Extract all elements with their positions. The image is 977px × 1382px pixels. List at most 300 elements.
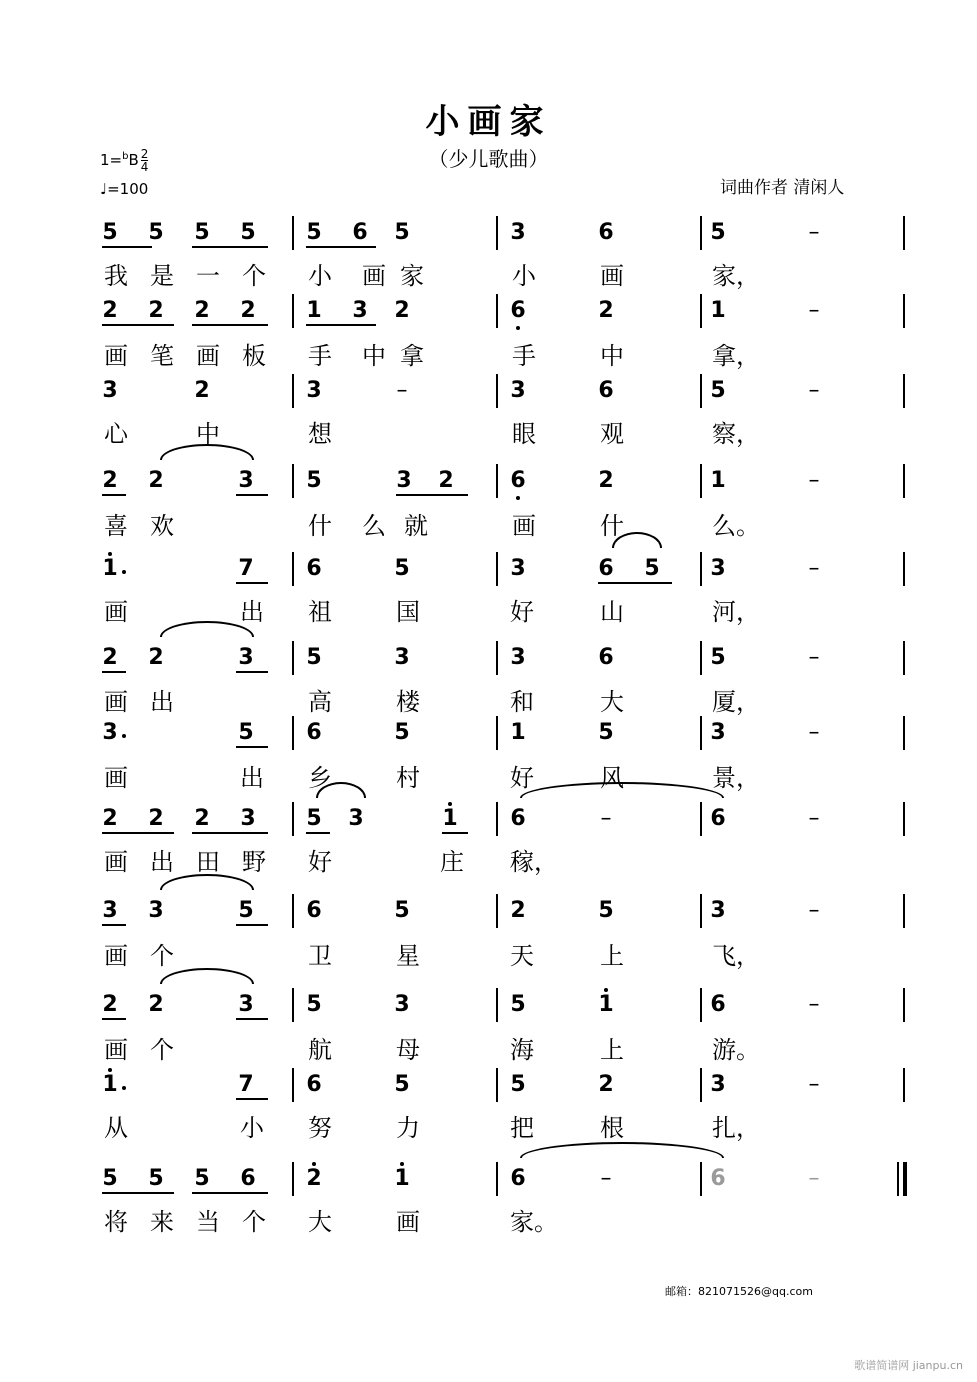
- lyric: 画: [104, 342, 128, 370]
- lyric: 祖: [308, 598, 332, 626]
- beam-underline: [396, 494, 468, 496]
- low-octave-dot: [516, 496, 520, 500]
- lyric: 个: [242, 262, 266, 290]
- note: 6: [506, 298, 530, 324]
- bar-line: [292, 216, 294, 250]
- tie-slur: [520, 1142, 724, 1158]
- dash-note: –: [600, 1166, 612, 1191]
- bar-line: [496, 294, 498, 328]
- beam-underline: [102, 924, 126, 926]
- lyric: 风: [600, 764, 624, 792]
- note: 3: [238, 468, 254, 493]
- lyric: 天: [510, 942, 534, 970]
- lyric: 家，: [712, 262, 760, 290]
- note: 2: [194, 378, 210, 403]
- note: 5: [598, 898, 614, 923]
- note: 3: [394, 992, 410, 1017]
- note: 3: [396, 468, 412, 493]
- bar-line: [700, 988, 702, 1022]
- high-octave-dot: [448, 802, 452, 806]
- dash-note: –: [808, 1072, 820, 1097]
- dash-note: –: [808, 645, 820, 670]
- lyric: 拿，: [712, 342, 760, 370]
- lyric: 个: [242, 1208, 266, 1236]
- lyric: 心: [104, 420, 128, 448]
- lyric: 将: [104, 1208, 128, 1236]
- bar-line: [700, 1068, 702, 1102]
- lyric: 家: [400, 262, 424, 290]
- song-title: 小画家: [425, 102, 552, 142]
- lyric: 察，: [712, 420, 760, 448]
- lyric: 笔: [150, 342, 174, 370]
- dash-note: –: [808, 468, 820, 493]
- note: 5: [238, 720, 254, 745]
- beam-underline: [102, 832, 174, 834]
- bar-line: [903, 802, 905, 836]
- beam-underline: [192, 832, 268, 834]
- lyric: 观: [600, 420, 624, 448]
- key-prefix: 1=: [100, 151, 123, 169]
- watermark: 歌谱简谱网 jianpu.cn: [854, 1359, 963, 1372]
- bar-line: [292, 802, 294, 836]
- lyric: 个: [150, 942, 174, 970]
- beam-underline: [236, 1098, 268, 1100]
- high-octave-dot: [108, 1068, 112, 1072]
- bar-line: [496, 894, 498, 928]
- low-octave-dot: [516, 326, 520, 330]
- bar-line: [292, 716, 294, 750]
- note: 3: [102, 898, 118, 923]
- note: 2: [148, 992, 164, 1017]
- lyric: 好: [510, 598, 534, 626]
- lyric: 来: [150, 1208, 174, 1236]
- lyric: 母: [396, 1036, 420, 1064]
- note: 3: [510, 556, 526, 581]
- bar-line: [700, 894, 702, 928]
- dash-note: –: [808, 898, 820, 923]
- lyric: 从: [104, 1114, 128, 1142]
- beam-underline: [236, 671, 268, 673]
- bar-line: [292, 464, 294, 498]
- lyric: 乡: [308, 764, 332, 792]
- note: 3: [238, 992, 254, 1017]
- bar-line: [292, 641, 294, 675]
- note: 5: [710, 645, 726, 670]
- beam-underline: [236, 746, 268, 748]
- lyric: 高: [308, 688, 332, 716]
- lyric: 庄: [440, 848, 464, 876]
- dash-note: –: [808, 298, 820, 323]
- augmentation-dot: [122, 734, 126, 738]
- dash-note: –: [808, 992, 820, 1017]
- lyric: 一: [196, 262, 220, 290]
- bar-line: [700, 294, 702, 328]
- note: 5: [394, 898, 410, 923]
- note: 3: [710, 720, 726, 745]
- note: 5: [710, 378, 726, 403]
- lyric: 楼: [396, 688, 420, 716]
- beam-underline: [236, 924, 268, 926]
- lyric: 厦，: [712, 688, 760, 716]
- lyric: 画: [104, 764, 128, 792]
- note: 5: [238, 898, 254, 923]
- note: 5: [306, 645, 322, 670]
- lyric: 上: [600, 1036, 624, 1064]
- lyric: 田: [196, 848, 220, 876]
- lyric: 河，: [712, 598, 760, 626]
- lyric: 大: [600, 688, 624, 716]
- bar-line: [700, 802, 702, 836]
- beam-underline: [236, 582, 268, 584]
- lyric: 力: [396, 1114, 420, 1142]
- lyric: 画: [600, 262, 624, 290]
- beam-underline: [102, 494, 126, 496]
- note: 5: [598, 720, 614, 745]
- bar-line: [700, 552, 702, 586]
- note: 6: [306, 556, 322, 581]
- lyric: 游。: [712, 1036, 760, 1064]
- lyric: 画: [362, 262, 386, 290]
- note: 3: [710, 556, 726, 581]
- note: 2: [102, 992, 118, 1017]
- lyric: 和: [510, 688, 534, 716]
- bar-line: [903, 641, 905, 675]
- high-octave-dot: [108, 552, 112, 556]
- lyric: 野: [242, 848, 266, 876]
- note: 2: [194, 298, 210, 323]
- note: 1: [710, 298, 726, 323]
- lyric: 出: [150, 688, 174, 716]
- note: 6: [598, 220, 614, 245]
- note: 2: [438, 468, 454, 493]
- note: 7: [238, 1072, 254, 1097]
- lyric: 就: [404, 512, 428, 540]
- bar-line: [496, 802, 498, 836]
- lyric: 画: [104, 848, 128, 876]
- bar-line: [292, 1162, 294, 1196]
- note: 2: [148, 298, 164, 323]
- bar-line: [700, 641, 702, 675]
- dash-note: –: [808, 378, 820, 403]
- note: 5: [394, 1072, 410, 1097]
- note: 6: [306, 1072, 322, 1097]
- lyric: 好: [510, 764, 534, 792]
- augmentation-dot: [122, 1086, 126, 1090]
- dash-note: –: [808, 806, 820, 831]
- note: 6: [710, 992, 726, 1017]
- beam-underline: [102, 671, 126, 673]
- note: 6: [598, 556, 614, 581]
- note: 5: [148, 1166, 164, 1191]
- dash-note: –: [808, 556, 820, 581]
- lyric: 欢: [150, 512, 174, 540]
- note: 5: [306, 992, 322, 1017]
- tempo-value: =100: [107, 180, 149, 198]
- note: 3: [148, 898, 164, 923]
- note: 6: [598, 645, 614, 670]
- note: 3: [394, 645, 410, 670]
- beam-underline: [102, 1018, 126, 1020]
- dash-note: –: [808, 720, 820, 745]
- bar-line: [292, 988, 294, 1022]
- augmentation-dot: [122, 570, 126, 574]
- note: 2: [394, 298, 410, 323]
- note: 5: [306, 220, 322, 245]
- tie-slur: [160, 874, 254, 890]
- beam-underline: [236, 1018, 268, 1020]
- bar-line: [700, 716, 702, 750]
- lyric: 星: [396, 942, 420, 970]
- note: 5: [510, 1072, 526, 1097]
- lyric: 拿: [400, 342, 424, 370]
- lyric: 航: [308, 1036, 332, 1064]
- time-bottom: 4: [140, 160, 149, 174]
- note: 1: [594, 992, 618, 1018]
- quarter-note-icon: ♩: [100, 180, 108, 198]
- note: 7: [238, 556, 254, 581]
- lyric: 出: [240, 598, 264, 626]
- bar-line: [292, 894, 294, 928]
- lyric: 画: [104, 1036, 128, 1064]
- note: 5: [394, 720, 410, 745]
- bar-line: [496, 216, 498, 250]
- bar-line: [903, 988, 905, 1022]
- high-octave-dot: [604, 988, 608, 992]
- note: 6: [240, 1166, 256, 1191]
- lyric: 中: [600, 342, 624, 370]
- note: 6: [510, 1166, 526, 1191]
- lyric: 出: [150, 848, 174, 876]
- note: 6: [506, 468, 530, 494]
- flat-sign: b: [122, 151, 129, 162]
- note: 3: [240, 806, 256, 831]
- note: 2: [102, 298, 118, 323]
- bar-line: [903, 374, 905, 408]
- lyric: 努: [308, 1114, 332, 1142]
- lyric: 根: [600, 1114, 624, 1142]
- bar-line: [496, 552, 498, 586]
- tie-slur: [160, 968, 254, 984]
- lyric: 么: [362, 512, 386, 540]
- lyric: 画: [104, 598, 128, 626]
- note: 5: [394, 556, 410, 581]
- beam-underline: [192, 246, 268, 248]
- lyric: 把: [510, 1114, 534, 1142]
- note: 2: [598, 298, 614, 323]
- bar-line: [496, 641, 498, 675]
- bar-line: [903, 1068, 905, 1102]
- bar-line: [496, 374, 498, 408]
- note: 2: [510, 898, 526, 923]
- lyric: 画: [512, 512, 536, 540]
- note: 6: [306, 898, 322, 923]
- note: 1: [98, 1072, 122, 1098]
- note: 6: [306, 720, 322, 745]
- lyric: 中: [196, 420, 220, 448]
- note: 6: [710, 1166, 726, 1191]
- note: 2: [102, 645, 118, 670]
- note: 2: [598, 1072, 614, 1097]
- lyric: 想: [308, 420, 332, 448]
- lyric: 画: [396, 1208, 420, 1236]
- note: 1: [510, 720, 526, 745]
- lyric: 中: [362, 342, 386, 370]
- tie-slur: [520, 782, 724, 798]
- beam-underline: [598, 582, 672, 584]
- beam-underline: [102, 324, 174, 326]
- author-credit: 词曲作者 清闲人: [720, 178, 845, 198]
- dash-note: –: [396, 378, 408, 403]
- bar-line: [496, 1162, 498, 1196]
- note: 1: [710, 468, 726, 493]
- dash-note: –: [600, 806, 612, 831]
- note: 2: [148, 468, 164, 493]
- final-bar-line: [897, 1162, 899, 1196]
- lyric: 小: [308, 262, 332, 290]
- bar-line: [903, 716, 905, 750]
- note: 3: [306, 378, 322, 403]
- note: 3: [710, 1072, 726, 1097]
- lyric: 什: [600, 512, 624, 540]
- beam-underline: [192, 1192, 268, 1194]
- lyric: 手: [308, 342, 332, 370]
- note: 6: [352, 220, 368, 245]
- beam-underline: [306, 832, 330, 834]
- song-subtitle: （少儿歌曲）: [428, 147, 549, 171]
- lyric: 扎，: [712, 1114, 760, 1142]
- lyric: 好: [308, 848, 332, 876]
- email-footer: 邮箱：821071526@qq.com: [665, 1285, 813, 1298]
- bar-line: [496, 464, 498, 498]
- bar-line: [496, 988, 498, 1022]
- lyric: 个: [150, 1036, 174, 1064]
- beam-underline: [306, 246, 376, 248]
- note: 3: [102, 378, 118, 403]
- note: 5: [148, 220, 164, 245]
- bar-line: [292, 1068, 294, 1102]
- lyric: 手: [512, 342, 536, 370]
- lyric: 景，: [712, 764, 760, 792]
- note: 2: [598, 468, 614, 493]
- dash-note: –: [808, 220, 820, 245]
- note: 3: [510, 378, 526, 403]
- bar-line: [700, 216, 702, 250]
- lyric: 当: [196, 1208, 220, 1236]
- high-octave-dot: [312, 1162, 316, 1166]
- bar-line: [903, 216, 905, 250]
- note: 3: [348, 806, 364, 831]
- note: 3: [352, 298, 368, 323]
- dash-note: –: [808, 1166, 820, 1191]
- beam-underline: [236, 494, 268, 496]
- note: 3: [710, 898, 726, 923]
- bar-line: [292, 552, 294, 586]
- lyric: 么。: [712, 512, 760, 540]
- beam-underline: [442, 832, 468, 834]
- lyric: 小: [512, 262, 536, 290]
- lyric: 眼: [512, 420, 536, 448]
- note: 6: [510, 806, 526, 831]
- lyric: 飞，: [712, 942, 760, 970]
- lyric: 画: [104, 688, 128, 716]
- note: 1: [438, 806, 462, 832]
- note: 5: [306, 806, 322, 831]
- note: 2: [148, 806, 164, 831]
- lyric: 画: [104, 942, 128, 970]
- lyric: 国: [396, 598, 420, 626]
- lyric: 卫: [308, 942, 332, 970]
- high-octave-dot: [400, 1162, 404, 1166]
- beam-underline: [306, 324, 376, 326]
- note: 2: [194, 806, 210, 831]
- note: 5: [306, 468, 322, 493]
- bar-line: [903, 464, 905, 498]
- note: 3: [510, 220, 526, 245]
- beam-underline: [102, 246, 152, 248]
- note: 5: [102, 220, 118, 245]
- lyric: 稼，: [510, 848, 558, 876]
- note: 5: [644, 556, 660, 581]
- lyric: 喜: [104, 512, 128, 540]
- lyric: 大: [308, 1208, 332, 1236]
- note: 5: [194, 1166, 210, 1191]
- lyric: 山: [600, 598, 624, 626]
- bar-line: [700, 374, 702, 408]
- lyric: 村: [396, 764, 420, 792]
- lyric: 小: [240, 1114, 264, 1142]
- note: 6: [598, 378, 614, 403]
- note: 5: [710, 220, 726, 245]
- lyric: 出: [240, 764, 264, 792]
- lyric: 家。: [510, 1208, 558, 1236]
- bar-line: [903, 294, 905, 328]
- bar-line: [292, 374, 294, 408]
- note: 5: [510, 992, 526, 1017]
- note: 1: [390, 1166, 414, 1192]
- bar-line: [700, 464, 702, 498]
- note: 1: [306, 298, 322, 323]
- lyric: 什: [308, 512, 332, 540]
- note: 5: [394, 220, 410, 245]
- note: 5: [194, 220, 210, 245]
- bar-line: [903, 1162, 907, 1196]
- note: 5: [240, 220, 256, 245]
- note: 5: [102, 1166, 118, 1191]
- bar-line: [496, 716, 498, 750]
- lyric: 我: [104, 262, 128, 290]
- bar-line: [700, 1162, 702, 1196]
- beam-underline: [192, 324, 268, 326]
- bar-line: [496, 1068, 498, 1102]
- note: 3: [510, 645, 526, 670]
- bar-line: [292, 294, 294, 328]
- bar-line: [903, 894, 905, 928]
- note: 3: [102, 720, 118, 745]
- lyric: 海: [510, 1036, 534, 1064]
- note: 3: [238, 645, 254, 670]
- note: 2: [102, 468, 118, 493]
- lyric: 是: [150, 262, 174, 290]
- key-note: B: [128, 151, 139, 169]
- lyric: 上: [600, 942, 624, 970]
- note: 2: [302, 1166, 326, 1192]
- note: 2: [102, 806, 118, 831]
- lyric: 画: [196, 342, 220, 370]
- bar-line: [903, 552, 905, 586]
- time-top: 2: [140, 147, 149, 161]
- tie-slur: [160, 444, 254, 460]
- lyric: 板: [242, 342, 266, 370]
